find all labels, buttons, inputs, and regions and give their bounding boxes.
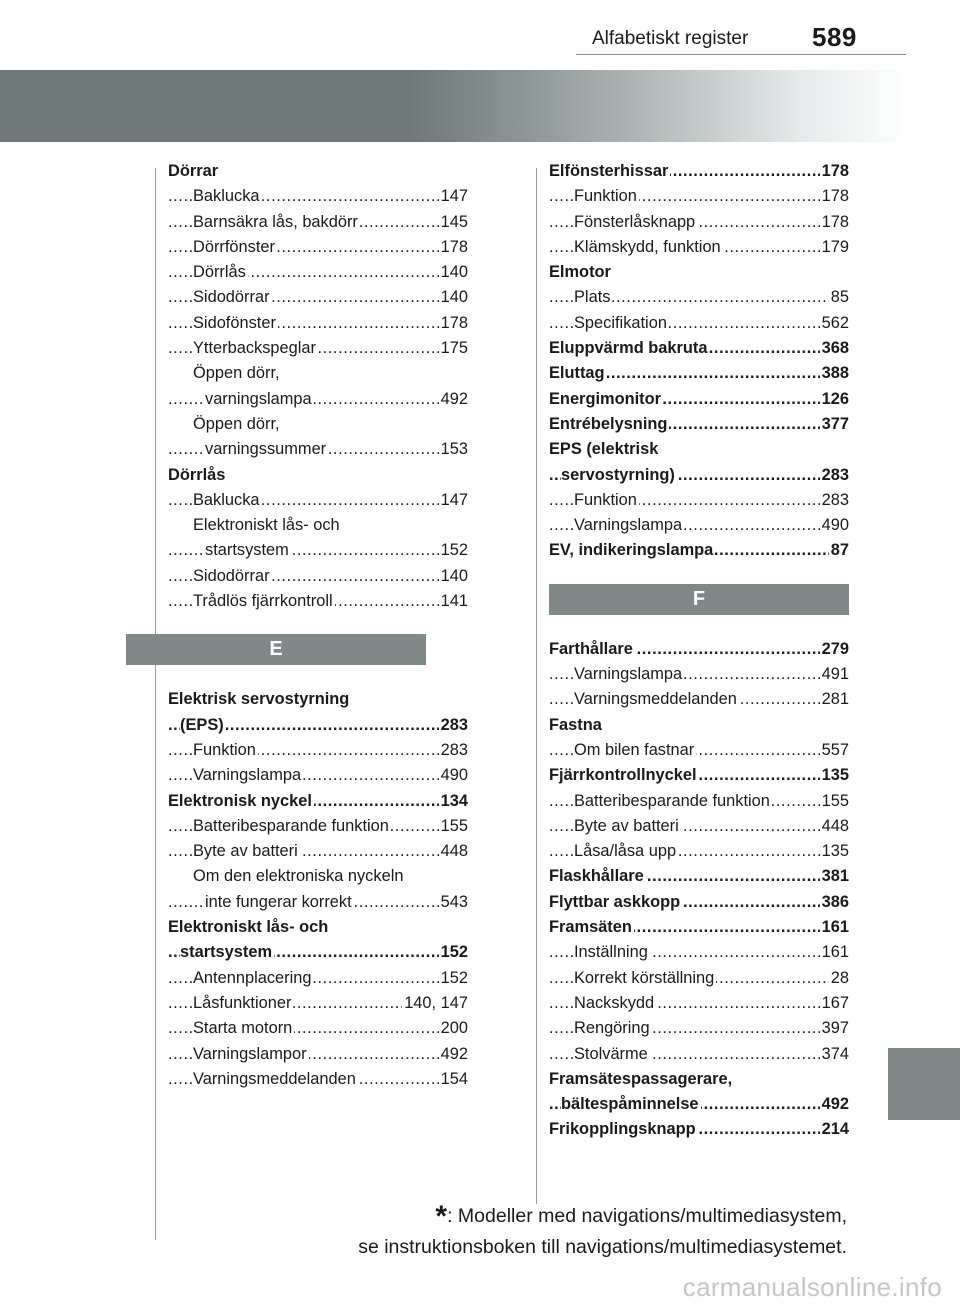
entry-text: Varningslampa [574, 516, 683, 535]
entry-page-number: 178 [820, 159, 849, 184]
entry-page-number: 490 [439, 763, 468, 788]
entry-page-number: 448 [439, 839, 468, 864]
index-sub-entry [549, 285, 849, 310]
entry-page-number: 281 [820, 687, 849, 712]
index-sub-entry [168, 538, 468, 563]
entry-page-number: 279 [820, 637, 849, 662]
entry-page-number: 283 [820, 488, 849, 513]
index-sub-entry [168, 966, 468, 991]
entry-page-number: 562 [820, 311, 849, 336]
entry-page-number: 397 [820, 1016, 849, 1041]
entry-text: Korrekt körställning [574, 968, 715, 987]
entry-text: Elektroniskt lås- och [193, 516, 340, 535]
entry-page-number: 178 [820, 210, 849, 235]
entry-page-number: 368 [820, 336, 849, 361]
entry-text: Varningsmeddelanden [193, 1069, 356, 1088]
entry-text: Varningslampa [193, 766, 302, 785]
entry-page-number: 543 [439, 890, 468, 915]
index-heading-entry [168, 915, 468, 940]
index-sub-entry [549, 210, 849, 235]
left-column-rule [155, 168, 156, 1240]
index-sub-entry [549, 789, 849, 814]
entry-page-number: 85 [829, 285, 849, 310]
entry-page-number: 178 [439, 311, 468, 336]
entry-text: Elfönsterhissar [549, 162, 669, 180]
index-sub-entry [549, 662, 849, 687]
entry-text: (EPS) [180, 715, 224, 734]
entry-text: Elektronisk nyckel [168, 791, 312, 810]
index-sub-entry [168, 564, 468, 589]
entry-text: Plats [574, 288, 611, 307]
section-letter-f: F [549, 584, 849, 615]
entry-page-number: 557 [820, 738, 849, 763]
entry-page-number: 141 [439, 589, 468, 614]
entry-text: Nackskydd [574, 993, 655, 1012]
entry-page-number: 140 [439, 564, 468, 589]
entry-page-number: 492 [439, 387, 468, 412]
index-heading-entry [549, 437, 849, 462]
footnote-line-1 [358, 1201, 847, 1232]
entry-page-number: 154 [439, 1067, 468, 1092]
entry-text: Batteribesparande funktion [574, 791, 770, 810]
middle-column-rule [536, 168, 537, 1204]
entry-page-number: 178 [439, 235, 468, 260]
index-sub-entry [168, 991, 468, 1016]
entry-text: Entrébelysning [549, 414, 668, 433]
entry-text: Baklucka [193, 490, 260, 509]
index-heading-entry [549, 890, 849, 915]
entry-page-number: 283 [820, 463, 849, 488]
running-head: Alfabetiskt register [592, 28, 749, 49]
entry-text: Varningslampor [193, 1044, 307, 1063]
index-heading-entry [549, 336, 849, 361]
index-sub-entry [168, 387, 468, 412]
index-sub-entry [168, 513, 468, 538]
index-heading-entry [549, 361, 849, 386]
index-sub-entry [549, 1042, 849, 1067]
entry-text: Om den elektroniska nyckeln [193, 867, 404, 886]
entry-page-number: 87 [829, 538, 849, 563]
entry-text: Dörrlås [193, 263, 246, 282]
index-sub-entry [168, 235, 468, 260]
entry-page-number: 492 [439, 1042, 468, 1067]
index-sub-entry [168, 437, 468, 462]
entry-text: Fastna [549, 715, 602, 734]
entry-page-number: 135 [820, 839, 849, 864]
entry-text: Elmotor [549, 263, 611, 282]
entry-text: Byte av batteri [193, 842, 298, 861]
index-sub-entry [549, 940, 849, 965]
entry-text: varningssummer [205, 440, 327, 459]
header-rule [576, 54, 906, 55]
header-banner [0, 70, 910, 142]
entry-page-number: 161 [820, 940, 849, 965]
entry-text: Funktion [574, 490, 637, 509]
index-heading-entry [168, 463, 468, 488]
entry-text: Farthållare [549, 639, 633, 658]
index-sub-entry [168, 285, 468, 310]
index-sub-entry [549, 991, 849, 1016]
entry-text: Dörrlås [168, 465, 226, 484]
index-heading-entry [168, 789, 468, 814]
entry-page-number: 388 [820, 361, 849, 386]
index-heading-entry [168, 687, 468, 712]
entry-page-number: 155 [820, 789, 849, 814]
index-sub-entry [549, 311, 849, 336]
entry-text: Elektroniskt lås- och [168, 918, 329, 937]
index-heading-entry [549, 864, 849, 889]
index-heading-entry [549, 159, 849, 184]
entry-page-number: 386 [820, 890, 849, 915]
entry-text: Om bilen fastnar [574, 740, 695, 759]
index-sub-entry [549, 488, 849, 513]
entry-text: Stolvärme [574, 1044, 648, 1063]
index-sub-entry [168, 1042, 468, 1067]
entry-page-number: 153 [439, 437, 468, 462]
index-heading-entry [549, 763, 849, 788]
entry-text: EPS (elektrisk [549, 440, 659, 459]
entry-page-number: 145 [439, 210, 468, 235]
entry-text: servostyrning) [561, 465, 675, 484]
entry-text: Öppen dörr, [193, 364, 280, 383]
entry-page-number: 377 [820, 412, 849, 437]
entry-page-number: 152 [439, 538, 468, 563]
entry-text: Låsa/låsa upp [574, 842, 677, 861]
index-sub-entry [168, 1067, 468, 1092]
entry-text: Varningsmeddelanden [574, 690, 737, 709]
entry-text: Flyttbar askkopp [549, 892, 681, 911]
entry-text: Sidofönster [193, 313, 276, 332]
index-sub-entry [168, 361, 468, 386]
entry-text: Funktion [574, 187, 637, 206]
index-sub-entry [168, 839, 468, 864]
entry-text: startsystem [205, 541, 289, 560]
entry-page-number: 178 [820, 184, 849, 209]
index-sub-entry [549, 1092, 849, 1117]
section-spacer [168, 614, 468, 634]
entry-page-number: 200 [439, 1016, 468, 1041]
index-sub-entry [168, 589, 468, 614]
entry-page-number: 140, 147 [402, 991, 468, 1016]
index-sub-entry [549, 738, 849, 763]
section-letter-e: E [126, 634, 426, 665]
index-sub-entry [549, 814, 849, 839]
entry-text: Eluttag [549, 364, 605, 383]
index-sub-entry [549, 184, 849, 209]
entry-text: Batteribesparande funktion [193, 816, 389, 835]
entry-text: Öppen dörr, [193, 414, 280, 433]
entry-page-number: 147 [439, 488, 468, 513]
index-heading-entry [549, 538, 849, 563]
section-spacer [549, 615, 849, 637]
entry-page-number: 448 [820, 814, 849, 839]
index-column-left [168, 159, 468, 1092]
index-sub-entry [168, 1016, 468, 1041]
index-sub-entry [549, 513, 849, 538]
index-heading-entry [549, 713, 849, 738]
entry-text: Byte av batteri [574, 816, 679, 835]
entry-page-number: 28 [829, 966, 849, 991]
index-sub-entry [168, 940, 468, 965]
entry-page-number: 374 [820, 1042, 849, 1067]
index-sub-entry [168, 412, 468, 437]
entry-text: Dörrar [168, 162, 219, 180]
entry-text: EV, indikeringslampa [549, 541, 714, 560]
index-sub-entry [549, 839, 849, 864]
index-heading-entry [549, 1117, 849, 1142]
entry-page-number: 140 [439, 260, 468, 285]
index-sub-entry [168, 864, 468, 889]
index-heading-entry [168, 159, 468, 184]
entry-text: Sidodörrar [193, 288, 270, 307]
chapter-tab [888, 1048, 960, 1120]
footnote-line-1-text: : Modeller med navigations/multimediasystem, [447, 1205, 847, 1227]
footnote-line-2: se instruktionsboken till navigations/multimediasystemet. [358, 1236, 847, 1258]
entry-page-number: 175 [439, 336, 468, 361]
entry-text: Flaskhållare [549, 867, 644, 886]
entry-page-number: 283 [439, 738, 468, 763]
index-sub-entry [168, 738, 468, 763]
entry-text: Energimonitor [549, 389, 662, 408]
index-sub-entry [168, 336, 468, 361]
entry-page-number: 155 [439, 814, 468, 839]
entry-text: Inställning [574, 943, 648, 962]
index-sub-entry [168, 713, 468, 738]
entry-text: Barnsäkra lås, bakdörr [193, 212, 358, 231]
page-number: 589 [812, 22, 857, 52]
index-sub-entry [168, 890, 468, 915]
entry-page-number: 134 [439, 789, 468, 814]
index-heading-entry [549, 387, 849, 412]
entry-page-number: 492 [820, 1092, 849, 1117]
entry-text: Rengöring [574, 1019, 650, 1038]
index-sub-entry [549, 687, 849, 712]
entry-text: varningslampa [205, 389, 312, 408]
entry-page-number: 283 [439, 713, 468, 738]
index-heading-entry [549, 412, 849, 437]
entry-text: Fönsterlåsknapp [574, 212, 696, 231]
entry-text: Dörrfönster [193, 237, 275, 256]
index-sub-entry [168, 763, 468, 788]
entry-text: Starta motorn [193, 1019, 293, 1038]
entry-text: Baklucka [193, 187, 260, 206]
index-sub-entry [549, 1016, 849, 1041]
index-heading-entry [549, 915, 849, 940]
index-sub-entry [549, 235, 849, 260]
entry-page-number: 147 [439, 184, 468, 209]
entry-text: startsystem [180, 943, 273, 962]
index-heading-entry [549, 1067, 849, 1092]
index-column-right [549, 159, 849, 1143]
watermark: carmanualsonline.info [682, 1272, 942, 1302]
entry-text: Framsätespassagerare, [549, 1069, 733, 1088]
entry-text: Specifikation [574, 313, 667, 332]
entry-page-number: 152 [439, 966, 468, 991]
entry-page-number: 491 [820, 662, 849, 687]
entry-text: inte fungerar korrekt [205, 892, 352, 911]
index-sub-entry [168, 814, 468, 839]
entry-page-number: 152 [439, 940, 468, 965]
entry-text: Eluppvärmd bakruta [549, 339, 708, 358]
entry-text: Ytterbackspeglar [193, 339, 316, 358]
entry-text: Låsfunktioner [193, 993, 292, 1012]
section-spacer [549, 564, 849, 584]
index-heading-entry [549, 260, 849, 285]
entry-page-number: 381 [820, 864, 849, 889]
entry-text: Klämskydd, funktion [574, 237, 721, 256]
entry-page-number: 214 [820, 1117, 849, 1142]
entry-page-number: 161 [820, 915, 849, 940]
index-sub-entry [168, 311, 468, 336]
index-sub-entry [168, 184, 468, 209]
entry-page-number: 135 [820, 763, 849, 788]
entry-text: Framsäten [549, 918, 632, 937]
index-sub-entry [549, 463, 849, 488]
entry-text: bältespåminnelse [561, 1095, 699, 1114]
entry-page-number: 179 [820, 235, 849, 260]
entry-page-number: 126 [820, 387, 849, 412]
section-spacer [168, 665, 468, 687]
index-sub-entry [168, 210, 468, 235]
index-sub-entry [549, 966, 849, 991]
entry-text: Antennplacering [193, 968, 312, 987]
entry-page-number: 167 [820, 991, 849, 1016]
entry-text: Sidodörrar [193, 566, 270, 585]
entry-page-number: 140 [439, 285, 468, 310]
index-sub-entry [168, 260, 468, 285]
index-heading-entry [549, 637, 849, 662]
footnote-star: * [435, 1200, 448, 1233]
index-sub-entry [168, 488, 468, 513]
entry-text: Trådlös fjärrkontroll [193, 592, 333, 611]
entry-text: Frikopplingsknapp [549, 1120, 696, 1139]
footnote [358, 1201, 847, 1263]
entry-text: Funktion [193, 740, 256, 759]
entry-text: Fjärrkontrollnyckel [549, 766, 697, 785]
entry-page-number: 490 [820, 513, 849, 538]
entry-text: Varningslampa [574, 665, 683, 684]
entry-text: Elektrisk servostyrning [168, 690, 350, 709]
